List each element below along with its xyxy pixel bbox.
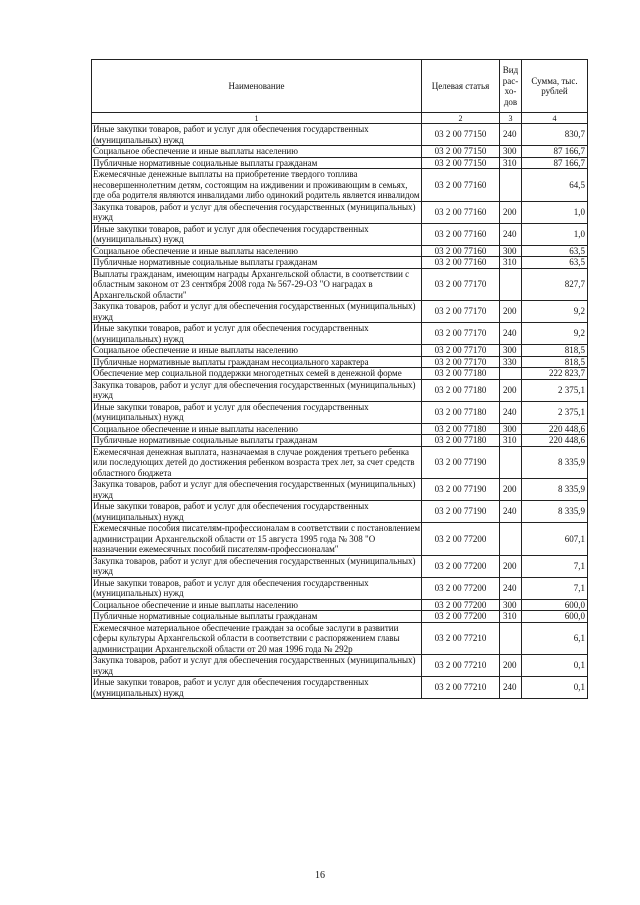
row-code-cell: 03 2 00 77180: [422, 401, 500, 423]
table-row: [92, 257, 588, 269]
row-vid-cell: 200: [500, 655, 522, 677]
row-vid-cell: 200: [500, 301, 522, 323]
row-sum-cell: 87 166,7: [522, 146, 588, 158]
table-row: [92, 599, 588, 611]
row-name-cell: Иные закупки товаров, работ и услуг для обеспечения государственных (муниципальных) нужд: [92, 124, 422, 146]
table-row: [92, 401, 588, 423]
table-body: [92, 124, 588, 699]
row-name-cell: Иные закупки товаров, работ и услуг для обеспечения государственных (муниципальных) нужд: [92, 577, 422, 599]
row-name-cell: Иные закупки товаров, работ и услуг для обеспечения государственных (муниципальных) нужд: [92, 401, 422, 423]
row-sum-cell: 2 375,1: [522, 401, 588, 423]
table-row: [92, 501, 588, 523]
row-code-cell: 03 2 00 77200: [422, 599, 500, 611]
table-row: [92, 356, 588, 368]
table-row: [92, 622, 588, 655]
row-vid-cell: 330: [500, 356, 522, 368]
row-vid-cell: 240: [500, 323, 522, 345]
row-name-cell: Закупка товаров, работ и услуг для обеспечения государственных (муниципальных) нужд: [92, 379, 422, 401]
row-sum-cell: 8 335,9: [522, 479, 588, 501]
row-code-cell: 03 2 00 77190: [422, 446, 500, 479]
row-code-cell: 03 2 00 77200: [422, 555, 500, 577]
table-row: [92, 379, 588, 401]
row-vid-cell: [500, 446, 522, 479]
table-row: [92, 157, 588, 169]
row-code-cell: 03 2 00 77170: [422, 356, 500, 368]
row-name-cell: Ежемесячная денежная выплата, назначаемая в случае рождения третьего ребенка или последующих детей до достижения ребенком возраста трех лет, за счет средств областного бюджета: [92, 446, 422, 479]
row-sum-cell: 87 166,7: [522, 157, 588, 169]
row-name-cell: Ежемесячное материальное обеспечение граждан за особые заслуги в развитии сферы культуры Архангельской области в соответствии с распоряжением главы администрации Архангельской области от 20 мая 1996 года № 292р: [92, 622, 422, 655]
header-name: Наименование: [92, 60, 422, 113]
row-name-cell: Социальное обеспечение и иные выплаты населению: [92, 146, 422, 158]
row-sum-cell: 600,0: [522, 611, 588, 623]
table-row: [92, 577, 588, 599]
row-sum-cell: 63,5: [522, 245, 588, 257]
row-name-cell: Закупка товаров, работ и услуг для обеспечения государственных (муниципальных) нужд: [92, 479, 422, 501]
row-code-cell: 03 2 00 77210: [422, 622, 500, 655]
row-sum-cell: 9,2: [522, 323, 588, 345]
row-vid-cell: 300: [500, 146, 522, 158]
row-vid-cell: 300: [500, 345, 522, 357]
row-code-cell: 03 2 00 77180: [422, 379, 500, 401]
row-name-cell: Публичные нормативные социальные выплаты гражданам: [92, 435, 422, 447]
row-vid-cell: 240: [500, 501, 522, 523]
table-row: [92, 223, 588, 245]
header-vid: Вид рас-хо-дов: [500, 60, 522, 113]
table-row: [92, 245, 588, 257]
row-sum-cell: 6,1: [522, 622, 588, 655]
row-sum-cell: 818,5: [522, 356, 588, 368]
row-sum-cell: 607,1: [522, 523, 588, 556]
header-sum: Сумма, тыс. рублей: [522, 60, 588, 113]
table-row: [92, 655, 588, 677]
row-vid-cell: 200: [500, 479, 522, 501]
row-vid-cell: 310: [500, 435, 522, 447]
row-vid-cell: 310: [500, 257, 522, 269]
row-vid-cell: 240: [500, 124, 522, 146]
row-vid-cell: 200: [500, 555, 522, 577]
row-sum-cell: 220 448,6: [522, 435, 588, 447]
row-vid-cell: 240: [500, 401, 522, 423]
row-name-cell: Ежемесячные денежные выплаты на приобретение твердого топлива несовершеннолетним детям, состоящим на иждивении и проживающим в семьях, где оба родителя являются инвалидами либо одинокий родитель является инвалидом: [93, 169, 420, 200]
row-sum-cell: 827,7: [522, 268, 588, 301]
row-vid-cell: [500, 169, 522, 202]
row-code-cell: 03 2 00 77190: [422, 501, 500, 523]
table-row: [92, 124, 588, 146]
table-row: [92, 146, 588, 158]
row-code-cell: 03 2 00 77190: [422, 479, 500, 501]
row-name-cell: Закупка товаров, работ и услуг для обеспечения государственных (муниципальных) нужд: [92, 555, 422, 577]
row-sum-cell: 1,0: [522, 201, 588, 223]
row-sum-cell: 0,1: [522, 677, 588, 699]
row-sum-cell: 2 375,1: [522, 379, 588, 401]
row-vid-cell: 200: [500, 379, 522, 401]
row-code-cell: 03 2 00 77160: [422, 169, 500, 202]
row-vid-cell: [500, 268, 522, 301]
row-sum-cell: 220 448,6: [522, 423, 588, 435]
row-name-cell: Закупка товаров, работ и услуг для обеспечения государственных (муниципальных) нужд: [92, 201, 422, 223]
row-name-cell: Социальное обеспечение и иные выплаты населению: [92, 423, 422, 435]
row-vid-cell: 310: [500, 611, 522, 623]
table-row: [92, 677, 588, 699]
row-sum-cell: 1,0: [522, 223, 588, 245]
row-code-cell: 03 2 00 77160: [422, 223, 500, 245]
row-code-cell: 03 2 00 77160: [422, 201, 500, 223]
row-name-cell: Социальное обеспечение и иные выплаты населению: [92, 345, 422, 357]
row-name-cell: Иные закупки товаров, работ и услуг для обеспечения государственных (муниципальных) нужд: [92, 501, 422, 523]
row-vid-cell: 240: [500, 577, 522, 599]
row-code-cell: 03 2 00 77200: [422, 577, 500, 599]
table-row: [92, 523, 588, 556]
row-sum-cell: 63,5: [522, 257, 588, 269]
row-sum-cell: 7,1: [522, 555, 588, 577]
row-sum-cell: 64,5: [522, 169, 588, 202]
row-name-cell: Закупка товаров, работ и услуг для обеспечения государственных (муниципальных) нужд: [92, 301, 422, 323]
table-row: [92, 423, 588, 435]
row-code-cell: 03 2 00 77170: [422, 268, 500, 301]
column-number: 3: [500, 113, 522, 124]
table-row: [92, 446, 588, 479]
row-vid-cell: 240: [500, 223, 522, 245]
row-code-cell: 03 2 00 77150: [422, 157, 500, 169]
column-number-row: [92, 113, 588, 124]
row-sum-cell: 222 823,7: [522, 368, 588, 380]
row-name-cell: Социальное обеспечение и иные выплаты населению: [92, 245, 422, 257]
row-code-cell: 03 2 00 77200: [422, 523, 500, 556]
row-code-cell: 03 2 00 77150: [422, 124, 500, 146]
row-name-cell: Публичные нормативные социальные выплаты гражданам: [92, 257, 422, 269]
table-row: [92, 345, 588, 357]
row-code-cell: 03 2 00 77160: [422, 245, 500, 257]
row-code-cell: 03 2 00 77170: [422, 323, 500, 345]
row-code-cell: 03 2 00 77210: [422, 655, 500, 677]
row-name-cell: Закупка товаров, работ и услуг для обеспечения государственных (муниципальных) нужд: [92, 655, 422, 677]
row-code-cell: 03 2 00 77180: [422, 435, 500, 447]
row-code-cell: 03 2 00 77200: [422, 611, 500, 623]
row-name-cell: Публичные нормативные социальные выплаты гражданам: [92, 157, 422, 169]
row-name-cell: Социальное обеспечение и иные выплаты населению: [92, 599, 422, 611]
row-vid-cell: 300: [500, 423, 522, 435]
row-code-cell: 03 2 00 77170: [422, 301, 500, 323]
table-row: [92, 201, 588, 223]
row-vid-cell: [500, 368, 522, 380]
row-code-cell: 03 2 00 77210: [422, 677, 500, 699]
row-name-cell: Обеспечение мер социальной поддержки многодетных семей в денежной форме: [92, 368, 422, 380]
table-row: [92, 479, 588, 501]
row-vid-cell: [500, 622, 522, 655]
table-row: [92, 169, 588, 202]
table-row: [92, 555, 588, 577]
row-sum-cell: 8 335,9: [522, 501, 588, 523]
table-row: [92, 323, 588, 345]
row-code-cell: 03 2 00 77150: [422, 146, 500, 158]
column-number: 4: [522, 113, 588, 124]
row-code-cell: 03 2 00 77170: [422, 345, 500, 357]
row-name-cell: Выплаты гражданам, имеющим награды Архангельской области, в соответствии с областным законом от 23 сентября 2008 года № 567-29-ОЗ "О наградах в Архангельской области": [92, 268, 422, 301]
row-vid-cell: 200: [500, 201, 522, 223]
row-sum-cell: 600,0: [522, 599, 588, 611]
page-number: 16: [315, 870, 325, 881]
row-vid-cell: 300: [500, 599, 522, 611]
budget-table: [91, 59, 588, 699]
row-name-cell: Иные закупки товаров, работ и услуг для обеспечения государственных (муниципальных) нужд: [92, 323, 422, 345]
table-row: [92, 611, 588, 623]
row-name-cell: Публичные нормативные социальные выплаты гражданам: [92, 611, 422, 623]
row-vid-cell: 310: [500, 157, 522, 169]
header-code: Целевая статья: [422, 60, 500, 113]
row-name-cell: Иные закупки товаров, работ и услуг для обеспечения государственных (муниципальных) нужд: [92, 677, 422, 699]
row-name-cell: Ежемесячные пособия писателям-профессионалам в соответствии с постановлением администрации Архангельской области от 15 августа 1995 года № 308 "О назначении ежемесячных пособий писателям-профессионалам": [93, 523, 421, 554]
row-code-cell: 03 2 00 77180: [422, 423, 500, 435]
row-vid-cell: 300: [500, 245, 522, 257]
row-vid-cell: [500, 523, 522, 556]
table-row: [92, 301, 588, 323]
table-row: [92, 268, 588, 301]
header-row: [92, 60, 588, 113]
row-sum-cell: 7,1: [522, 577, 588, 599]
row-sum-cell: 8 335,9: [522, 446, 588, 479]
row-sum-cell: 818,5: [522, 345, 588, 357]
row-name-cell: Публичные нормативные выплаты гражданам несоциального характера: [92, 356, 422, 368]
row-sum-cell: 9,2: [522, 301, 588, 323]
row-vid-cell: 240: [500, 677, 522, 699]
table-row: [92, 368, 588, 380]
row-name-cell: Иные закупки товаров, работ и услуг для обеспечения государственных (муниципальных) нужд: [92, 223, 422, 245]
row-sum-cell: 830,7: [522, 124, 588, 146]
row-sum-cell: 0,1: [522, 655, 588, 677]
column-number: 1: [92, 113, 422, 124]
row-code-cell: 03 2 00 77160: [422, 257, 500, 269]
table-row: [92, 435, 588, 447]
column-number: 2: [422, 113, 500, 124]
row-code-cell: 03 2 00 77180: [422, 368, 500, 380]
